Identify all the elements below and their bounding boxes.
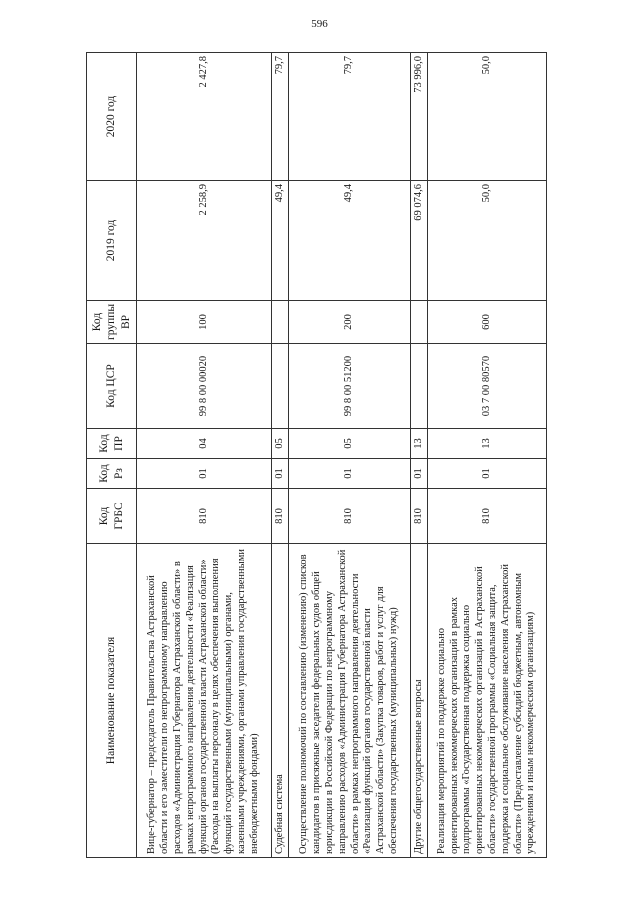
header-pr: Код ПР — [87, 429, 137, 459]
row-2019: 49,4 — [272, 181, 289, 301]
row-grbs: 810 — [289, 489, 411, 544]
header-csr: Код ЦСР — [87, 344, 137, 429]
row-csr: 99 8 00 00020 — [137, 344, 272, 429]
row-vr — [272, 301, 289, 344]
rotated-table-container — [86, 53, 546, 858]
row-name: Судебная система — [272, 544, 289, 858]
row-grbs: 810 — [137, 489, 272, 544]
header-name: Наименование показателя — [87, 544, 137, 858]
table-row — [411, 53, 428, 858]
header-vr: Код группы ВР — [87, 301, 137, 344]
row-2019: 69 074,6 — [411, 181, 428, 301]
row-vr: 100 — [137, 301, 272, 344]
row-name: Реализация мероприятий по поддержке социально ориентированных некоммерческих организаций в рамках подпрограммы «Государственная поддержка социально ориентированных некоммерческих организаций в Астраханской области» государственной программы «Социальная защита, поддержка и социальное обслуживание населения Астраханской области» (Предоставление субсидий бюджетным, автономным учреждениям и иным некоммерческим организациям) — [428, 544, 547, 858]
row-name: Вице-губернатор – председатель Правительства Астраханской области и его заместители по непрограммному направлению расходов «Администрация Губернатора Астраханской области» в рамках непрограммного направления деятельности «Реализация функций органов государственной власти Астраханской области» (Расходы на выплаты персоналу в целях обеспечения выполнения функций государственными (муниципальными) органами, казенными учреждениями, органами управления государственными внебюджетными фондами) — [137, 544, 272, 858]
header-2019: 2019 год — [87, 181, 137, 301]
row-pr: 05 — [272, 429, 289, 459]
row-name: Осуществление полномочий по составлению (изменению) списков кандидатов в присяжные заседатели федеральных судов общей юрисдикции в Российской Федерации по непрограммному направлению расходов «Администрация Губернатора Астраханской области» в рамках непрограммного направления деятельности «Реализация функций органов государственной власти Астраханской области» (Закупка товаров, работ и услуг для обеспечения государственных (муниципальных) нужд) — [289, 544, 411, 858]
header-rz: Код Рз — [87, 459, 137, 489]
row-2020: 2 427,8 — [137, 53, 272, 181]
row-rz: 01 — [272, 459, 289, 489]
budget-table — [86, 52, 547, 858]
row-grbs: 810 — [428, 489, 547, 544]
row-pr: 04 — [137, 429, 272, 459]
row-vr: 200 — [289, 301, 411, 344]
row-pr: 13 — [428, 429, 547, 459]
page-number: 596 — [311, 18, 328, 30]
row-grbs: 810 — [411, 489, 428, 544]
row-2019: 2 258,9 — [137, 181, 272, 301]
table-row — [289, 53, 411, 858]
row-2020: 50,0 — [428, 53, 547, 181]
row-rz: 01 — [428, 459, 547, 489]
table-header-row — [87, 53, 137, 858]
table-row — [272, 53, 289, 858]
row-grbs: 810 — [272, 489, 289, 544]
row-csr: 99 8 00 51200 — [289, 344, 411, 429]
table-row — [428, 53, 547, 858]
row-csr: 03 7 00 80570 — [428, 344, 547, 429]
row-rz: 01 — [411, 459, 428, 489]
header-2020: 2020 год — [87, 53, 137, 181]
row-rz: 01 — [289, 459, 411, 489]
header-grbs: Код ГРБС — [87, 489, 137, 544]
row-2020: 73 996,0 — [411, 53, 428, 181]
row-name: Другие общегосударственные вопросы — [411, 544, 428, 858]
row-vr: 600 — [428, 301, 547, 344]
row-pr: 13 — [411, 429, 428, 459]
row-vr — [411, 301, 428, 344]
row-2019: 50,0 — [428, 181, 547, 301]
row-csr — [272, 344, 289, 429]
row-pr: 05 — [289, 429, 411, 459]
table-row — [137, 53, 272, 858]
row-2020: 79,7 — [289, 53, 411, 181]
row-2020: 79,7 — [272, 53, 289, 181]
row-2019: 49,4 — [289, 181, 411, 301]
row-rz: 01 — [137, 459, 272, 489]
row-csr — [411, 344, 428, 429]
